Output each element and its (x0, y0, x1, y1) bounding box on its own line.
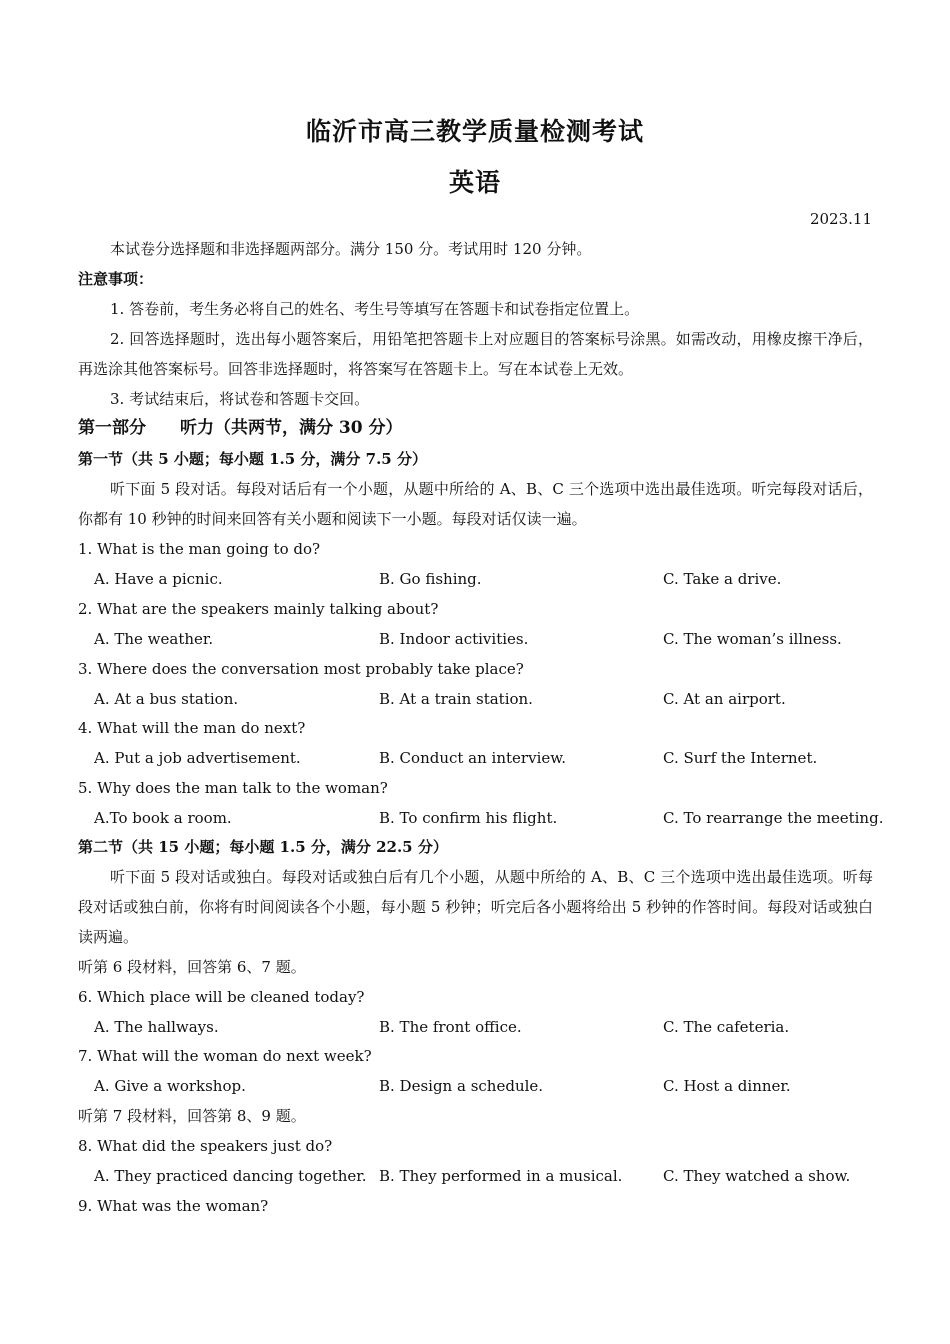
question-7: 7. What will the woman do next week? (78, 1047, 372, 1065)
q7-option-c: C. Host a dinner. (663, 1077, 791, 1095)
section1-heading: 第一节（共 5 小题；每小题 1.5 分，满分 7.5 分） (78, 450, 427, 468)
q2-option-a: A. The weather. (94, 630, 214, 648)
q6-option-a: A. The hallways. (94, 1018, 219, 1036)
q5-option-c: C. To rearrange the meeting. (663, 809, 884, 827)
question-4: 4. What will the man do next? (78, 719, 306, 737)
question-9: 9. What was the woman? (78, 1197, 269, 1215)
q8-option-a: A. They practiced dancing together. (94, 1167, 367, 1185)
q1-option-c: C. Take a drive. (663, 570, 782, 588)
subject-title: 英语 (448, 168, 501, 197)
q1-option-a: A. Have a picnic. (94, 570, 223, 588)
question-3: 3. Where does the conversation most probably take place? (78, 660, 524, 678)
q4-option-b: B. Conduct an interview. (379, 749, 567, 767)
q3-option-b: B. At a train station. (379, 690, 533, 708)
q7-option-b: B. Design a schedule. (379, 1077, 544, 1095)
note-item-2: 2. 回答选择题时，选出每小题答案后，用铅笔把答题卡上对应题目的答案标号涂黑。如需改动，用橡皮擦干净后，再选涂其他答案标号。回答非选择题时，将答案写在答题卡上。写在本试卷上无效。 (78, 330, 873, 378)
note-item-1: 1. 答卷前，考生务必将自己的姓名、考生号等填写在答题卡和试卷指定位置上。 (110, 300, 640, 318)
section1-instructions: 听下面 5 段对话。每段对话后有一个小题，从题中所给的 A、B、C 三个选项中选出最佳选项。听完每段对话后，你都有 10 秒钟的时间来回答有关小题和阅读下一小题。每段对话仅读一遍。 (78, 480, 873, 528)
section2-instructions: 听下面 5 段对话或独白。每段对话或独白后有几个小题，从题中所给的 A、B、C 三个选项中选出最佳选项。听每段对话或独白前，你将有时间阅读各个小题，每小题 5 秒钟；听完后各小题将给出 5 秒钟的作答时间。每段对话或独白读两遍。 (78, 868, 873, 946)
q6-option-b: B. The front office. (379, 1018, 522, 1036)
q6-option-c: C. The cafeteria. (663, 1018, 790, 1036)
q4-option-c: C. Surf the Internet. (663, 749, 818, 767)
question-1: 1. What is the man going to do? (78, 540, 321, 558)
notes-heading: 注意事项： (78, 270, 154, 288)
intro-text: 本试卷分选择题和非选择题两部分。满分 150 分。考试用时 120 分钟。 (110, 240, 592, 258)
exam-date: 2023.11 (809, 210, 872, 228)
q5-option-b: B. To confirm his flight. (379, 809, 558, 827)
material-7-note: 听第 7 段材料，回答第 8、9 题。 (78, 1107, 306, 1125)
q2-option-c: C. The woman’s illness. (663, 630, 842, 648)
question-8: 8. What did the speakers just do? (78, 1137, 333, 1155)
question-2: 2. What are the speakers mainly talking about? (78, 600, 439, 618)
q3-option-c: C. At an airport. (663, 690, 786, 708)
q7-option-a: A. Give a workshop. (94, 1077, 246, 1095)
q4-option-a: A. Put a job advertisement. (94, 749, 301, 767)
question-6: 6. Which place will be cleaned today? (78, 988, 365, 1006)
section2-heading: 第二节（共 15 小题；每小题 1.5 分，满分 22.5 分） (78, 838, 448, 856)
q8-option-b: B. They performed in a musical. (379, 1167, 623, 1185)
question-5: 5. Why does the man talk to the woman? (78, 779, 388, 797)
part1-heading: 第一部分 听力（共两节，满分 30 分） (78, 418, 403, 438)
exam-title: 临沂市高三教学质量检测考试 (305, 117, 644, 146)
material-6-note: 听第 6 段材料，回答第 6、7 题。 (78, 958, 306, 976)
q2-option-b: B. Indoor activities. (379, 630, 529, 648)
q1-option-b: B. Go fishing. (379, 570, 482, 588)
q3-option-a: A. At a bus station. (94, 690, 239, 708)
q8-option-c: C. They watched a show. (663, 1167, 851, 1185)
note-item-3: 3. 考试结束后，将试卷和答题卡交回。 (110, 390, 370, 408)
q5-option-a: A.To book a room. (94, 809, 232, 827)
